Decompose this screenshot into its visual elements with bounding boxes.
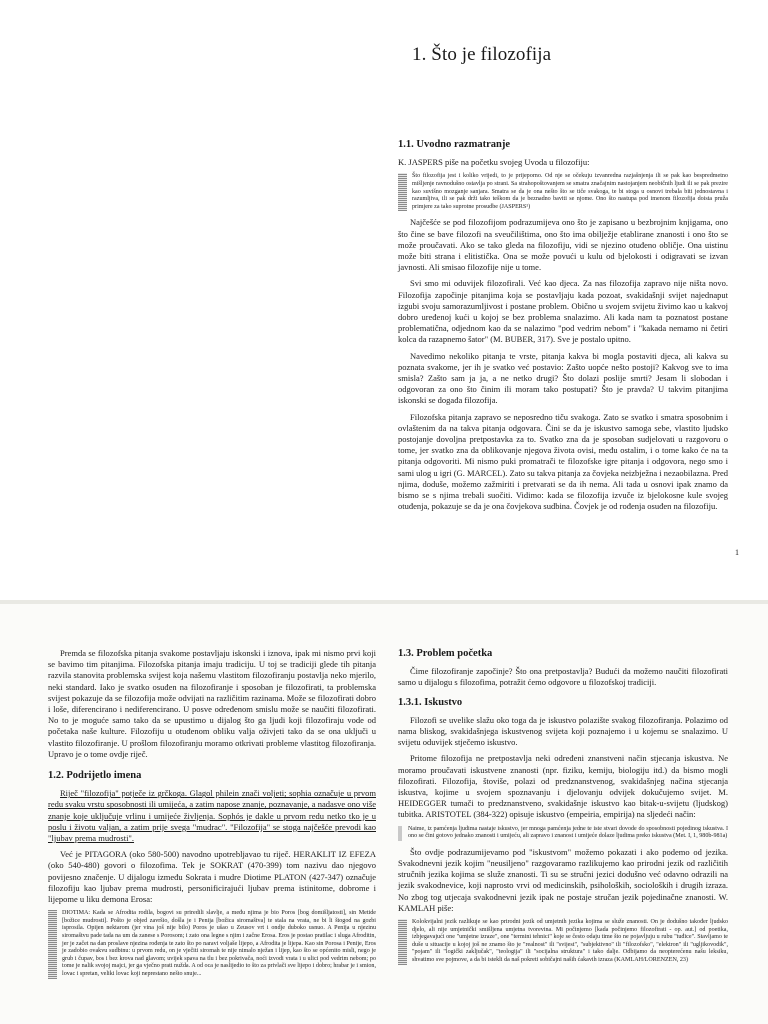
jaspers-quote [398,173,728,211]
paragraph: Navedimo nekoliko pitanja te vrste, pitanja kakva bi mogla postaviti djeca, ali kakva su poznata svakome, jer ih je svatko već postavio: Zašto uopće nešto postoji? Kakvog sve to ima smisla? Zašto sam ja ja, a ne netko drugi? Što dolazi poslije smrti? Jesam li slobodan i odgovoran za ono što činim ili moram tako postupati? Što je pravda? U takvim pitanjima iskonski se događa filozofija. [398,350,728,406]
kamlah-quote [398,919,728,965]
section-heading-1-1: 1.1. Uvodno razmatranje [398,139,510,150]
paragraph-underlined: Riječ "filozofija" potječe iz grčkoga. Glagol philein znači voljeti; sophia označuje u prvom redu svaku vrstu sposobnosti ili umijeća, a zatim napose znanje, poznavanje, a nadasve ono više znanje koje uključuje vrlinu i umijeće življenja. Sophós je dakle u prvom redu netko tko je u poslu i životu valjan, a zatim prije svega "mudrac". "Filozofija" se stoga najčešće prevodi kao "ljubav prema mudrosti". [48,788,376,844]
paragraph: Svi smo mi oduvijek filozofirali. Već kao djeca. Za nas filozofija zapravo nije ništa novo. Filozofija započinje pitanjima koja se postavljaju kada pozoat, svakidašnji svijet najednaput izgubi svoju samorazumljivost i postane problem. Obično u svojem svijetu živimo kao u kakvoj dobro uređenoj kući u kojoj se bez problema snalazimo. Ali kada nam ta poznatost postane problematična, odjednom kao da se nalazimo "pod vedrim nebom" i "kakada nemamo ni četiri kolca da razapnemo šator" (M. BUBER, 317). Sve je postalo upitno. [398,278,728,345]
paragraph: Premda se filozofska pitanja svakome postavljaju iskonski i iznova, ipak mi nismo prvi koji se bavimo tim pitanjima. Filozofska pitanja imaju tradiciju. U toj se tradiciji glede tih pitanja razvila stanovita problemska svijest koja našemu vlastitom filozofiranju postavlja neko mjerilo, neki standard. Iako je svatko osuđen na filozofiranje i sposoban je filozofirati, ta problemska svijest pokazuje da se filozofija može odvijati na različitim razinama. Može se filozofirati dobro i loše, diferencirano i nediferencirano. U posve određenom smislu može se naučiti filozofirati. No to je moguće samo tako da se upustimo u dijalog što ga ljudi koji filozofiraju vode od početaka naše kulture. Filozofiju u otuđenom obliku valja oživjeti tako da se ona uključi u vlastito filozofiranje. U prošlom filozofiranju moramo otkrivati probleme vlastitog filozofiranja. Upravo je o tome ovdje riječ. [48,648,376,759]
paragraph: Filozofska pitanja zapravo se neposredno tiču svakoga. Zato se svatko i smatra sposobnim i ovlaštenim da na takva pitanja odgovara. Čini se da je iskustvo samoga sebe, vlastito ljudsko postojanje dovoljna pretpostavka za to. Svatko zna da je sposoban sudjelovati u razgovoru o tome, jer svatko zna da oblikovanje njegova života ovisi, među ostalim, i o tome kako će na ta pitanja odgovoriti. Mi nismo puki promatrači te filozofske igre pitanja i odgovora, nego smo i sami ulog u igri (G. MARCEL). Zato su takva pitanja za čovjeka neizbježna i nezaobilazna. Pred njima, doduše, možemo zažmiriti i pretvarati se da ih nema. Ali tada u osnovi ipak znamo da bismo se s njima trebali suočiti. Vidimo: kada se filozofija izvuče iz bjelokosne kule svojeg otuđenja, pokazuje se da je ona čovjekova sudbina. Čovjek je od rođenja osuđen na filozofiju. [398,411,728,512]
diotima-quote [48,910,376,978]
section-heading-1-2: 1.2. Podrijetlo imena [48,770,142,782]
jaspers-quote-text: Što filozofija jest i koliko vrijedi, to je prijeporno. Od nje se očekuju izvanredna razjašnjenja ili se pak kao bespredmetno mišljenje ravnodušno ostavlja po strani. Sa strahopoštovanjem se smatra značajnim nastojanjem neobičnih ljudi ili se pak prezire kao suvišno mozganje sanjara. Smatra se da je ona nešto što se tiče svakoga, te bi stoga u osnovi trebala biti jednostavna i razumljiva, ili se pak drži tako teškom da je beznadno baviti se njome. Ono što nastupa pod imenom filozofija doista pruža primjere za tako suprotne prosudbe (JASPERS¹) [412,173,728,210]
aristotle-quote-text: Naime, iz pamćenja ljudima nastaje iskustvo, jer mnoga pamćenja jedne te iste stvari dovode do sposobnosti pojedinog iskustva. I ono se čini gotovo jednako znanosti i umijeću, ali zapravo i znanost i umijeće dolaze ljudima preko iskustva (Met. I, 1, 980b-981a) [408,825,728,840]
diotima-quote-text: DIOTIMA: Kada se Afrodita rodila, bogovi su priredili slavlje, a među njima je bio Poros [bog domišljatosti], sin Metide [božice mudrosti]. Pošto je objed završio, došla je i Penija [božica siromaštva] te stala na vrata, ne bi li štogod na gozbi isprosila. Opijen nektarom (jer vina još nije bilo) Poros je ušao u Zeusov vrt i ondje duboko usnuo. A Penija u njezinu siromaštvu pade tada na um da zanese s Porosom; i zato ona legne s njim i začne Erosa. Eros je postao pratilac i sluga Afroditin, jer je začet na dan proslave njezina rođenja te zato što po naravi voljaše lijepo, a Afrodita je lijepa. Kao sin Porosa i Penije, Eros je zadobio ovakvu sudbinu: u prvom redu, on je vječiti siromah te nije nimalo nježan i lijep, kao što se općenito misli, nego je grub i čupav, bos i bez krova nad glavom; uvijek spava na tlu i bez pokrivača, noći izvodi vrata i u ulici pod vedrim nebom; po tome je nalik svojoj majci, jer ga vječno prati nužda. A od oca je naslijedio to što za privlači sve lijepo i dobro; hrabar je i smion, lovac i spretan, veliki lovac koji neprestano nešto snuje... [62,910,376,978]
aristotle-quote [398,826,728,841]
page-number: 1 [735,548,739,557]
section-heading-1-3-1: 1.3.1. Iskustvo [398,696,463,708]
paragraph: Filozofi se uvelike slažu oko toga da je iskustvo polazište svakog filozofiranja. Polazimo od nama bliskog, svakidašnjega iskustvenog svijeta koji poznajemo i u kojemu se snalazimo. U svijetu oduvijek stječemo iskustvo. [398,714,728,748]
right-page-column [398,648,728,971]
paragraph: Što ovdje podrazumijevamo pod "iskustvom" možemo pokazati i ako podemo od jezika. Svakodnevni jezik kojim "neusiljeno" razgovaramo razlikujemo kao prirodni jezik od različitih stručnih jezika kojima se služe znanosti. Ti su se stručni jezici dodušno već odavno odrazili na jezik svakodnevice, koji naprosto vrvi od medicinskih, psiholoških, socioloških i drugih izraza. No zbog tog utjecaja svakodnevni jezik ipak ne postaje stručan jezik pojedinačne znanosti. W. KAMLAH piše: [398,846,728,913]
quote-marker-icon [48,910,57,978]
paragraph: Pritome filozofija ne pretpostavlja neki određeni znanstveni način stjecanja iskustva. Ne moramo proučavati iskustvene znanosti (npr. fiziku, kemiju, biologiju itd.) da bismo mogli filozofirati. Filozofija, štoviše, polazi od predznanstvenog, svakidašnjeg načina stjecanja iskustva, kojime u svojem spoznavanju i djelovanju odvijek dokučujemo svijet. M. HEIDEGGER tumači to predznanstveno, svakidašnje iskustvo kao bitak-u-svijetu (ljudskog) tubitka. ARISTOTEL (384-322) opisuje iskustvo (empeiria, empirija) na sljedeći način: [398,753,728,820]
jaspers-intro-line: K. JASPERS piše na početku svojeg Uvoda u filozofiju: [398,157,590,168]
chapter-title: 1. Što je filozofija [412,44,552,65]
quote-marker-icon [398,173,407,211]
left-page-column [48,648,376,985]
paragraph: Čime filozofiranje započinje? Što ona pretpostavlja? Budući da možemo naučiti filozofirati samo u dijalogu s filozofima, potražit ćemo odgovore u filozofskoj tradiciji. [398,666,728,688]
kamlah-quote-text: Kolokvijalni jezik razlikuje se kao prirodni jezik od umjetnih jezika kojima se služe znanosti. On je dodušno također ljudsko djelo, ali nije umjetnički smišljena umjetna tvorevina. Mi počinjemo [kada počinjemo filozofirati - op. aut.] od poetika, izbjegavajući one "umjetne izraze", one "termini tehnici" koje se često odaju time što ne pojavljuju u rubu "tuđice". Stavljamo te duše u situacije u kojoj još ne znamo što je "realnost" ili "svijest", "subjektivno" ili "filozofsko", "elektron" ili "ugljikovodik", "pojam" ili "logički zaključak", "teologija" ili "socijalna struktura" i tako dalje. Odbijamo da neopterećenu našu leksiku, shvatimo sve pojmove, a da bi istekli da naš pokreti sobičajni naših ćakavih izraza (KAMLAH/LORENZEN, 23) [412,919,728,964]
bottom-spread [0,604,768,1024]
paragraph: Već je PITAGORA (oko 580-500) navodno upotrebljavao tu riječ. HERAKLIT IZ EFEZA (oko 540-480) govori o filozofima. Tek je SOKRAT (470-399) tom nazivu dao njegovo povijesno značenje. U dijalogu između Sokrata i mudre Diotime PLATON (427-347) označuje filozofiju kao ljubav prema mudrosti, personificirajući ljubav prema istinitome, dobrome i lijepome u liku demona Erosa: [48,849,376,905]
section-heading-1-3: 1.3. Problem početka [398,648,493,659]
quote-marker-icon [398,919,407,965]
section-1-1-column [398,139,728,517]
quote-rule [398,826,402,841]
paragraph: Najčešće se pod filozofijom podrazumijeva ono što je zapisano u bezbrojnim knjigama, ono što čine se bave filozofi na sveučilištima, ono što ima obilježje etablirane znanosti i ono što se može proučavati. Ako se tako gleda na filozofiju, vidi se njezino otuđeno obličje. Ona uistinu može biti strana i elitistička. Ona se može povući u kulu od bjelokosti i odigravati se izvan javnosti. Ali smisao filozofije nije u tome. [398,217,728,273]
